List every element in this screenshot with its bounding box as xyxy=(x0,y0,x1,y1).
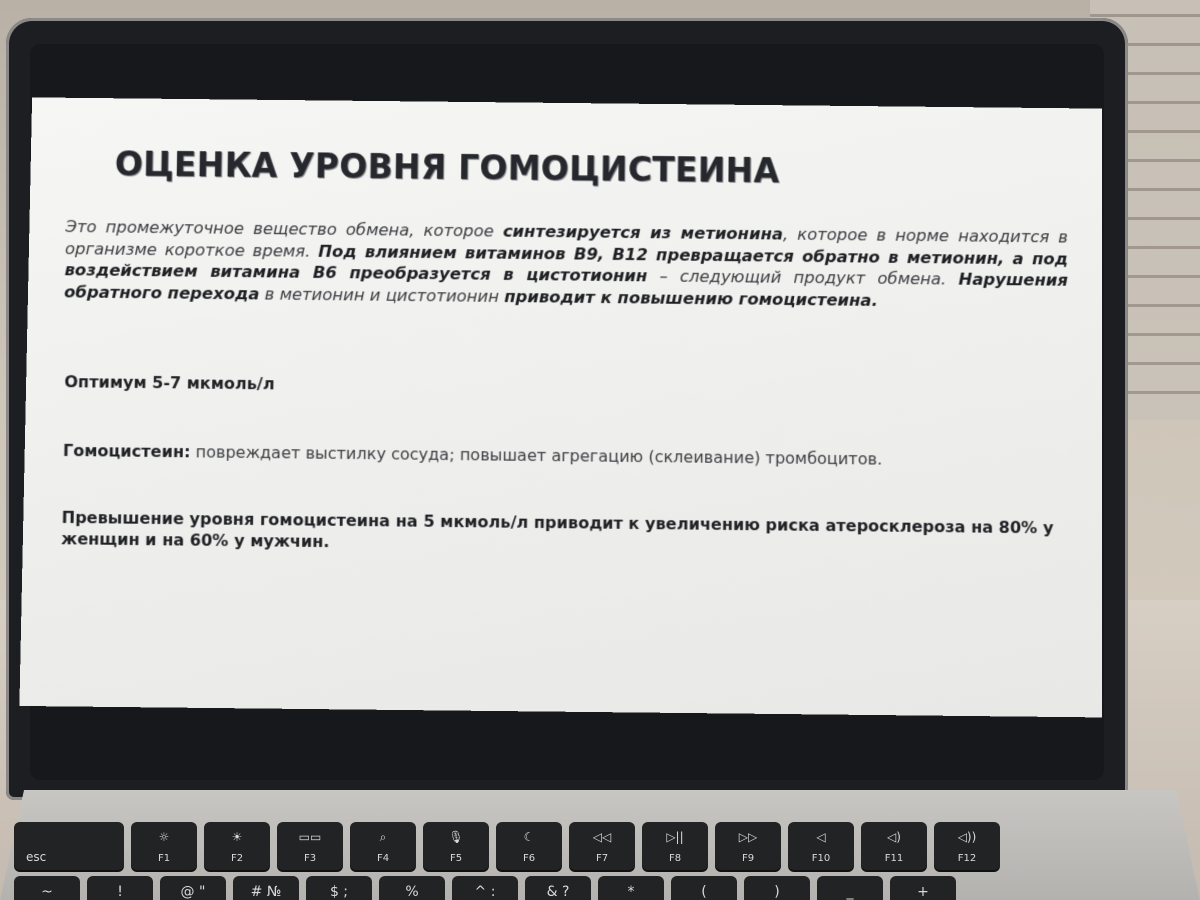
f9-glyph-icon: ▷▷ xyxy=(738,830,758,844)
key-0-glyph-icon: ) xyxy=(774,884,780,900)
f5-glyph-icon: 🎙 xyxy=(448,830,464,844)
number-key-row xyxy=(0,876,1200,900)
f9-key[interactable] xyxy=(715,822,781,870)
optimum-line xyxy=(64,371,275,394)
f2-glyph-icon: ☀ xyxy=(231,830,243,844)
key-1-glyph-icon: ! xyxy=(117,884,123,900)
key-4[interactable] xyxy=(306,876,372,900)
key-4-glyph-icon: $ ; xyxy=(329,884,349,900)
f8-key-label: F8 xyxy=(668,853,682,864)
key-6-glyph-icon: ^ : xyxy=(474,884,496,900)
tilde-glyph-icon: ~ xyxy=(41,884,53,900)
esc-key[interactable] xyxy=(14,822,124,870)
key-minus-glyph-icon: _ xyxy=(846,884,854,900)
key-0[interactable] xyxy=(744,876,810,900)
tilde-key[interactable] xyxy=(14,876,80,900)
risk-line: Превышение уровня гомоцистеина на 5 мкмоль/л приводит к увеличению риска атеросклероза на 80% у женщин и на 60% у мужчин. xyxy=(61,507,1054,552)
paragraph-text-3: – следующий продукт обмена. xyxy=(647,266,959,289)
f10-key-label: F10 xyxy=(811,853,831,864)
key-plus[interactable] xyxy=(890,876,956,900)
key-7[interactable] xyxy=(525,876,591,900)
slide-title: ОЦЕНКА УРОВНЯ ГОМОЦИСТЕИНА xyxy=(114,144,780,191)
homocysteine-text: повреждает выстилку сосуда; повышает агрегацию (склеивание) тромбоцитов. xyxy=(190,442,883,469)
key-6[interactable] xyxy=(452,876,518,900)
f7-key-label: F7 xyxy=(595,853,609,864)
key-8[interactable] xyxy=(598,876,664,900)
f7-glyph-icon: ◁◁ xyxy=(592,830,612,844)
f12-key-label: F12 xyxy=(957,853,977,864)
f12-key[interactable] xyxy=(934,822,1000,870)
f9-key-label: F9 xyxy=(741,853,755,864)
f12-glyph-icon: ◁)) xyxy=(957,830,977,844)
f10-glyph-icon: ◁ xyxy=(816,830,826,844)
f8-glyph-icon: ▷|| xyxy=(666,830,684,844)
key-5-glyph-icon: % xyxy=(405,884,419,900)
f5-key[interactable] xyxy=(423,822,489,870)
key-plus-glyph-icon: + xyxy=(917,884,929,900)
f2-key[interactable] xyxy=(204,822,270,870)
f4-glyph-icon: ⌕ xyxy=(379,830,387,844)
f2-key-label: F2 xyxy=(230,853,244,864)
key-2-glyph-icon: @ " xyxy=(180,884,206,900)
f3-key-label: F3 xyxy=(303,853,317,864)
f1-key[interactable] xyxy=(131,822,197,870)
homocysteine-label: Гомоцистеин: xyxy=(62,440,191,462)
paragraph-text-2: , которое в норме находится в организме короткое время. xyxy=(64,224,1068,261)
f3-glyph-icon: ▭▭ xyxy=(298,830,322,844)
f11-glyph-icon: ◁) xyxy=(887,830,901,844)
key-1[interactable] xyxy=(87,876,153,900)
f4-key[interactable] xyxy=(350,822,416,870)
esc-key-label: esc xyxy=(26,850,47,864)
key-3[interactable] xyxy=(233,876,299,900)
homocysteine-line xyxy=(63,440,883,470)
key-2[interactable] xyxy=(160,876,226,900)
paragraph-bold-4: приводит к повышению гомоцистеина. xyxy=(504,286,878,310)
f4-key-label: F4 xyxy=(376,853,390,864)
f1-key-label: F1 xyxy=(157,853,171,864)
paragraph-text-4: в метионин и цистотионин xyxy=(259,283,505,306)
slide-paragraph xyxy=(64,216,1068,313)
optimum-text: Оптимум 5-7 мкмоль/л xyxy=(64,372,275,394)
key-7-glyph-icon: & ? xyxy=(546,884,570,900)
f3-key[interactable] xyxy=(277,822,343,870)
paragraph-bold-3: Нарушения обратного перехода xyxy=(63,269,1068,303)
f6-key[interactable] xyxy=(496,822,562,870)
f11-key[interactable] xyxy=(861,822,927,870)
presentation-slide xyxy=(19,97,1102,717)
f10-key[interactable] xyxy=(788,822,854,870)
f1-glyph-icon: ☼ xyxy=(158,830,170,844)
key-8-glyph-icon: * xyxy=(627,884,635,900)
f11-key-label: F11 xyxy=(884,853,904,864)
key-5[interactable] xyxy=(379,876,445,900)
key-9-glyph-icon: ( xyxy=(701,884,707,900)
key-9[interactable] xyxy=(671,876,737,900)
f7-key[interactable] xyxy=(569,822,635,870)
key-3-glyph-icon: # № xyxy=(250,884,282,900)
f5-key-label: F5 xyxy=(449,853,463,864)
paragraph-bold-2: Под влиянием витаминов В9, В12 превращается обратно в метионин, а под воздействием витамина В6 преобразуется в цистотионин xyxy=(64,241,1068,286)
function-key-row xyxy=(0,822,1200,870)
f6-glyph-icon: ☾ xyxy=(523,830,535,844)
key-minus[interactable] xyxy=(817,876,883,900)
paragraph-bold-1: синтезируется из метионина xyxy=(502,221,784,244)
f6-key-label: F6 xyxy=(522,853,536,864)
paragraph-text-1: Это промежуточное вещество обмена, которое xyxy=(65,216,504,241)
f8-key[interactable] xyxy=(642,822,708,870)
